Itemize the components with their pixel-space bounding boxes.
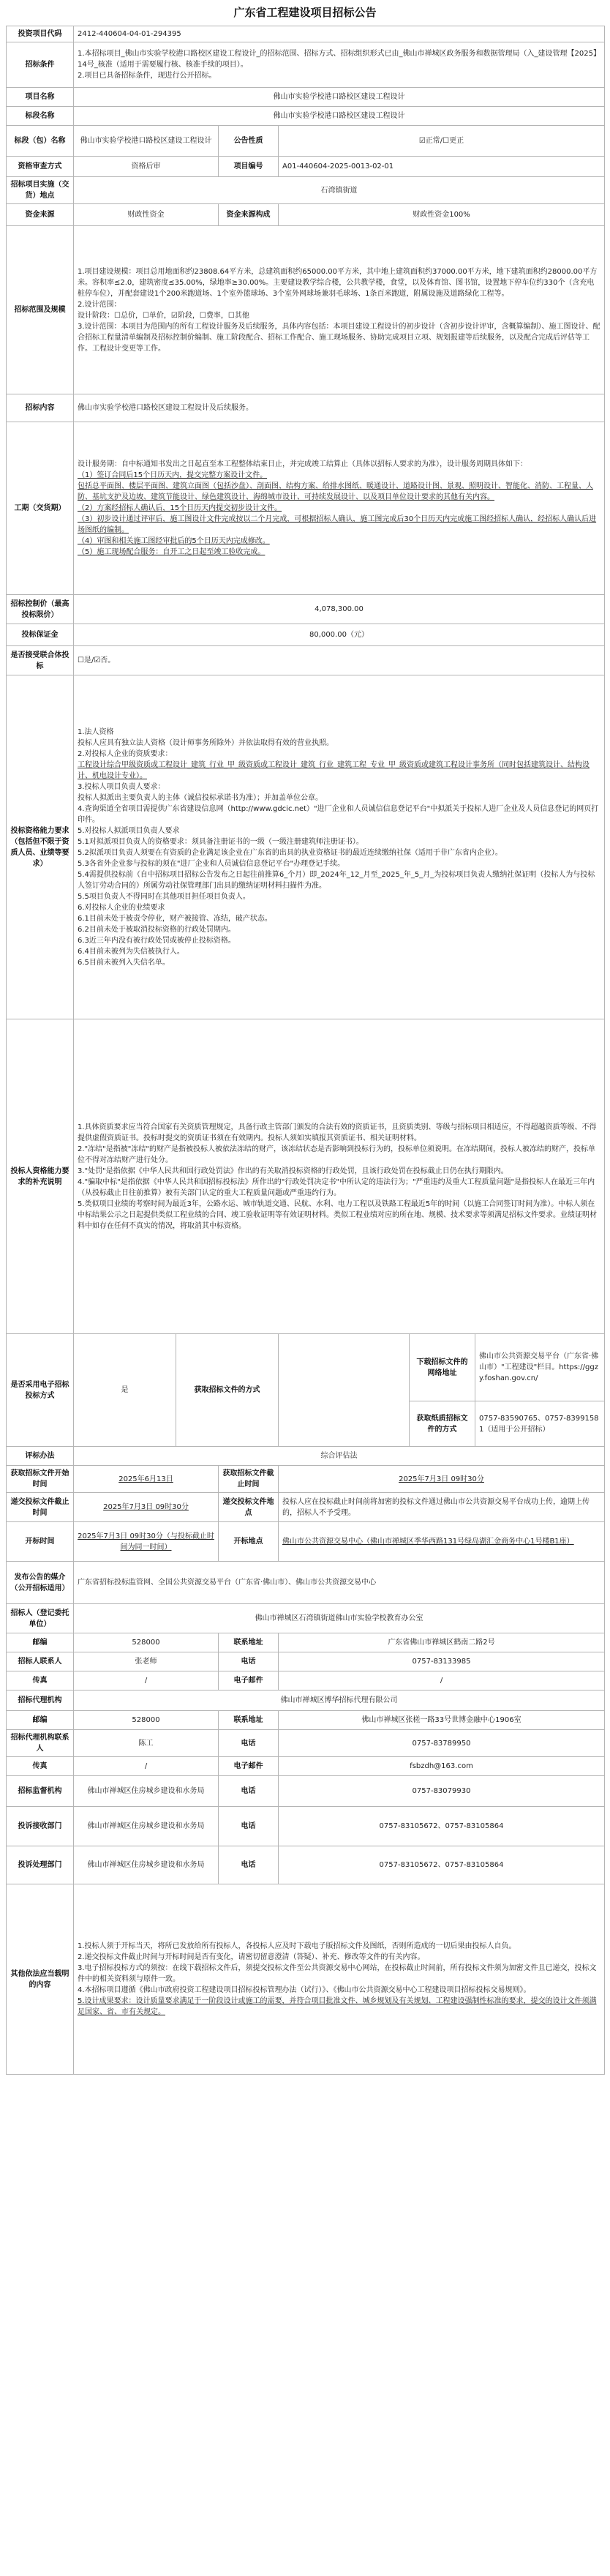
electronic-label: 是否采用电子招标投标方式	[7, 1334, 74, 1447]
evaluation-label: 评标办法	[7, 1447, 74, 1466]
tenderer-mail-label: 电子邮件	[219, 1671, 279, 1690]
media-value: 广东省招标投标监管网、全国公共资源交易平台（广东省·佛山市）、佛山市公共资源交易中心	[74, 1562, 605, 1604]
row-section-code	[7, 126, 605, 157]
tenderer-value: 佛山市禅城区石湾镇街道佛山市实验学校教育办公室	[74, 1604, 605, 1633]
qualification-line: 6.4目前未被列为失信被执行人。	[78, 947, 184, 956]
complaint-tel-value: 0757-83105672、0757-83105864	[279, 1807, 605, 1846]
notice-type-value: ☑正常/☐更正	[279, 126, 605, 157]
submit-place-label: 递交投标文件地点	[219, 1493, 279, 1522]
row-evaluation	[7, 1447, 605, 1466]
conditions-value	[74, 42, 605, 88]
project-code-value: 2412-440604-04-01-294395	[74, 26, 605, 42]
qualification-line: 5.2拟派项目负责人须要在有资质的企业满足该企业在广东省的出具的执业资格证书的最近连续缴纳社保（适用于非广东省内企业）。	[78, 848, 502, 857]
row-period	[7, 422, 605, 595]
ceiling-value: 4,078,300.00	[74, 595, 605, 624]
complaint-tel-label: 电话	[219, 1807, 279, 1846]
funds-struct-label: 资金来源构成	[219, 204, 279, 226]
credit-line: 5.类似项目业绩的考察时间为最近3年，公路水运、城市轨道交通、民航、水利、电力工程以及铁路工程最近5年的时间（以施工合同签订时间为准）。中标人须在中标结果公示之日起提供类似工程业绩的合同、竣工验收证明等有效证明材料。类似工程业绩对应的所在地、规模、技术要求等须满足招标文件要求。业绩证明材料中如存在任何不真实的情况，将取消其中标资格。	[78, 1199, 597, 1230]
scope-line: 1.项目建设规模：项目总用地面积约23808.64平方米，总建筑面积约65000.00平方米，其中地上建筑面积约37000.00平方米，地下建筑面积约28000.00平方米。容积率≤2.0，建筑密度≤35.00%，绿地率≥30.00%。主要建设教学综合楼，公共教学楼，食堂，以及体育馆、图书馆，设置地下停车位约330个（含充电桩停车位），并配套建设1个200米跑道场、1个室外篮球场、3个室外网球场兼羽毛球场、1条百米跑道，附属设施及道路绿化工程等。	[78, 267, 598, 298]
tenderer-mail-value: /	[279, 1671, 605, 1690]
get-start-value: 2025年6月13日	[74, 1466, 219, 1493]
supervision-value: 佛山市禅城区住房城乡建设和水务局	[74, 1776, 219, 1807]
agent-tel-value: 0757-83789950	[279, 1730, 605, 1757]
review-label: 资格审查方式	[7, 157, 74, 177]
tenderer-label: 招标人（登记委托单位）	[7, 1604, 74, 1633]
row-agent-post	[7, 1711, 605, 1730]
open-place-value: 佛山市公共资源交易中心（佛山市禅城区季华西路131号绿岛湖汇金商务中心1号楼B1座）	[279, 1522, 605, 1562]
agent-mail-value[interactable]: fsbzdh@163.com	[279, 1757, 605, 1776]
scope-label: 招标范围及规模	[7, 226, 74, 394]
qualification-line: 6.1目前未处于被责令停业，财产被接管、冻结，破产状态。	[78, 914, 272, 923]
row-consortium	[7, 646, 605, 675]
submit-value: 2025年7月3日 09时30分	[74, 1493, 219, 1522]
row-supervision	[7, 1776, 605, 1807]
complaint-value: 佛山市禅城区住房城乡建设和水务局	[74, 1807, 219, 1846]
open-place-label: 开标地点	[219, 1522, 279, 1562]
notice-table	[6, 26, 605, 2075]
funds-label: 资金来源	[7, 204, 74, 226]
electronic-way-value	[279, 1334, 410, 1447]
bond-value: 80,000.00（元）	[74, 624, 605, 646]
credit-line: 2."冻结"是指被"冻结"的财产是指被投标人被依法冻结的财产，该冻结状态是否影响到投标行为的，投标单位须说明。在冻结期间，投标人被冻结的财产，投标单位不得对冻结财产进行处分。	[78, 1145, 595, 1164]
period-line: （1）签订合同后15个日历天内，提交完整方案设计文件。	[78, 471, 268, 479]
handle-tel-value: 0757-83105672、0757-83105864	[279, 1846, 605, 1884]
row-tenderer-post	[7, 1633, 605, 1652]
row-scope	[7, 226, 605, 394]
row-agent-fax	[7, 1757, 605, 1776]
credit-value	[74, 1019, 605, 1334]
agent-label: 招标代理机构	[7, 1690, 74, 1711]
electronic-value: 是	[74, 1334, 176, 1447]
section-name-value: 佛山市实验学校港口路校区建设工程设计	[74, 107, 605, 126]
consortium-value: ☐是/☑否。	[74, 646, 605, 675]
credit-line: 1.具体资质要求应当符合国家有关资质管理规定，具备行政主管部门颁发的合法有效的资质证书，且资质类别、等级与招标项目相适应，不得超越资质等级、不得提供虚假资质证书。投标时提交的资质证书须在有效期内。投标人须如实填报其资质证书、相关证明材料。	[78, 1123, 597, 1142]
project-code-label: 投资项目代码	[7, 26, 74, 42]
scope-line: 2.设计范围：	[78, 300, 121, 309]
qualification-line: 5.对投标人拟派项目负责人要求	[78, 826, 180, 835]
tenderer-contact-label: 招标人联系人	[7, 1652, 74, 1671]
scope-value	[74, 226, 605, 394]
row-get-doc	[7, 1466, 605, 1493]
project-name-label: 项目名称	[7, 88, 74, 107]
project-number-label: 项目编号	[219, 157, 279, 177]
qualification-value	[74, 675, 605, 1019]
section-name-label: 标段名称	[7, 107, 74, 126]
credit-line: 3."处罚"是指依据《中华人民共和国行政处罚法》作出的有关取消投标资格的行政处罚，且该行政处罚在投标截止日仍在执行期限内。	[78, 1167, 508, 1175]
qualification-line: 6.2目前未处于被取消投标资格的行政处罚期内。	[78, 925, 236, 934]
location-label: 招标项目实施（交货）地点	[7, 177, 74, 204]
tenderer-post-value: 528000	[74, 1633, 219, 1652]
media-label: 发布公告的媒介（公开招标适用）	[7, 1562, 74, 1604]
qualification-label: 投标资格能力要求（包括但不限于资质人员、业绩等要求）	[7, 675, 74, 1019]
row-location	[7, 177, 605, 204]
conditions-label: 招标条件	[7, 42, 74, 88]
ceiling-label: 招标控制价（最高投标限价）	[7, 595, 74, 624]
scope-line: 设计阶段：☐总价，☐单价，☑阶段，☐费率，☐其他	[78, 311, 249, 320]
submit-label: 递交投标文件截止时间	[7, 1493, 74, 1522]
row-handle	[7, 1846, 605, 1884]
qualification-line: 投标人应具有独立法人资格（设计师事务所除外）并依法取得有效的营业执照。	[78, 738, 334, 747]
agent-post-label: 邮编	[7, 1711, 74, 1730]
tenderer-tel-value: 0757-83133985	[279, 1652, 605, 1671]
agent-mail-label: 电子邮件	[219, 1757, 279, 1776]
credit-label: 投标人资格能力要求的补充说明	[7, 1019, 74, 1334]
agent-post-value: 528000	[74, 1711, 219, 1730]
row-ceiling	[7, 595, 605, 624]
row-credit	[7, 1019, 605, 1334]
tenderer-tel-label: 电话	[219, 1652, 279, 1671]
electronic-paper-value: 0757-83590765、0757-83991581（适用于公开招标）	[475, 1401, 605, 1447]
qualification-line: 工程设计综合甲级资质或工程设计_建筑_行业_甲_级资质或工程设计_建筑_行业_建筑工程_专业_甲_级资质或建筑工程设计事务所（同时包括建筑设计、结构设计、机电设计专业）。	[78, 760, 590, 780]
other-value	[74, 1884, 605, 2075]
scope-line: 3.设计范围：本项目为范围内的所有工程设计服务及后续服务，具体内容包括：本项目建设工程设计的初步设计（含初步设计评审，含概算编制）、施工图设计、配合招标工程量清单编制及招标控制价编制、施工阶段配合、招标工作配合、施工现场服务、协助完成项目立项、规划报建等后续服务，以及配合完成后评估等工作。工程设计变更等工作。	[78, 322, 600, 353]
agent-tel-label: 电话	[219, 1730, 279, 1757]
agent-addr-value: 佛山市禅城区张槎一路33号世博金融中心1906室	[279, 1711, 605, 1730]
get-end-label: 获取招标文件截止时间	[219, 1466, 279, 1493]
electronic-addr-label: 下载招标文件的网络地址	[410, 1334, 475, 1401]
row-conditions	[7, 42, 605, 88]
period-line: （3）初步设计通过评审后，施工图设计文件完成按以二个月完成，可根据招标人确认，施工图完成后30个日历天内完成施工图经招标人确认，经招标人确认后进场图纸的编制。	[78, 515, 597, 534]
qualification-line: 3.投标人项目负责人要求：	[78, 782, 165, 791]
other-line: 1.投标人须于开标当天，将所已发放给所有投标人，各投标人应及时下载电子版招标文件及图纸，否则所造成的一切后果由投标人自负。	[78, 1942, 516, 1950]
handle-tel-label: 电话	[219, 1846, 279, 1884]
section-code-label: 标段（包）名称	[7, 126, 74, 157]
other-line: 3.电子招标投标方式的须按：在线下载招标文件后，须提交投标文件至公共资源交易中心网站，在投标截止时间前，所有投标文件须为加密文件且已递交，投标文件中的相关资料须与原件一致。	[78, 1964, 597, 1983]
handle-label: 投诉处理部门	[7, 1846, 74, 1884]
period-line: 包括总平面图、楼层平面图、建筑立面图（包括沙盘）、剖面图、结构方案、给排水图纸、暖通设计、道路设计图、景观、照明设计、智能化、消防、工程量、人防、基坑支护及边坡、建筑节能设计、绿色建筑设计、海绵城市设计、可持续发展设计、以及项目单位设计要求的其他有关内容。	[78, 482, 593, 501]
notice-type-label: 公告性质	[219, 126, 279, 157]
row-electronic-a	[7, 1334, 605, 1401]
row-tenderer-fax	[7, 1671, 605, 1690]
tenderer-fax-label: 传真	[7, 1671, 74, 1690]
agent-addr-label: 联系地址	[219, 1711, 279, 1730]
row-submit	[7, 1493, 605, 1522]
bond-label: 投标保证金	[7, 624, 74, 646]
row-complaint	[7, 1807, 605, 1846]
row-content	[7, 394, 605, 422]
open-value: 2025年7月3日 09时30分（与投标截止时间为同一时间）	[74, 1522, 219, 1562]
tenderer-post-label: 邮编	[7, 1633, 74, 1652]
tenderer-addr-value: 广东省佛山市禅城区鹤南二路2号	[279, 1633, 605, 1652]
get-end-value: 2025年7月3日 09时30分	[279, 1466, 605, 1493]
period-value	[74, 422, 605, 595]
other-line: 4.本招标项目遵循《佛山市政府投资工程建设项目招标投标管理办法（试行）》、《佛山市公共资源交易中心工程建设项目招标投标交易规则》。	[78, 1986, 531, 1994]
row-media	[7, 1562, 605, 1604]
other-label: 其他依法应当载明的内容	[7, 1884, 74, 2075]
funds-struct-value: 财政性资金100%	[279, 204, 605, 226]
row-project-name	[7, 88, 605, 107]
qualification-line: 投标人拟派出主要负责人的主体（诚信投标承诺书为准）；并加盖单位公章。	[78, 793, 323, 802]
qualification-line: 4.查询渠道全省项目需提供广东省建设信息网（http://www.gdcic.net）"进厂企业和人员诚信信息登记平台"中拟派关于投标人进厂企业及人员信息登记的网页打印件。	[78, 804, 599, 824]
page-title: 广东省工程建设项目招标公告	[233, 6, 377, 19]
row-tenderer	[7, 1604, 605, 1633]
evaluation-value: 综合评估法	[74, 1447, 605, 1466]
credit-line: 4."骗取中标"是指依据《中华人民共和国招标投标法》所作出的"行政处罚决定书"中所认定的违法行为；"严重违约及重大工程质量问题"是指投标人在最近三年内（从投标截止日往前推算）被有关部门认定的重大工程质量问题或严重违约行为。	[78, 1177, 595, 1197]
content-value: 佛山市实验学校港口路校区建设工程设计及后续服务。	[74, 394, 605, 422]
agent-contact-value: 陈工	[74, 1730, 219, 1757]
conditions-line: 1.本招标项目_佛山市实验学校港口路校区建设工程设计_的招标范围、招标方式、招标组织形式已由_佛山市禅城区政务服务和数据管理局（入_建设管理【2025】14号_核准（适用于需要履行核、核准手续的项目）。	[78, 50, 600, 69]
agent-contact-label: 招标代理机构联系人	[7, 1730, 74, 1757]
qualification-line: 5.1对拟派项目负责人的资格要求：须具备注册证书的一级（一级注册建筑师注册证书）。	[78, 837, 364, 846]
other-line: 2.递交投标文件截止时间与开标时间是否有变化，请密切留意澄清（答疑）、补充、修改等文件的有关内容。	[78, 1953, 425, 1961]
period-line: （4）审图和相关施工图经审批后的5个日历天内完成修改。	[78, 537, 270, 545]
period-label: 工期（交货期）	[7, 422, 74, 595]
conditions-line: 2.项目已具备招标条件，现进行公开招标。	[78, 72, 216, 80]
period-line: （2）方案经招标人确认后，15个日历天内提交初步设计文件。	[78, 504, 282, 512]
electronic-paper-label: 获取纸质招标文件的方式	[410, 1401, 475, 1447]
review-value: 资格后审	[74, 157, 219, 177]
tenderer-fax-value: /	[74, 1671, 219, 1690]
location-value: 石湾镇街道	[74, 177, 605, 204]
row-agent-contact	[7, 1730, 605, 1757]
row-open	[7, 1522, 605, 1562]
submit-place-value: 投标人应在投标截止时间前将加密的投标文件通过佛山市公共资源交易平台成功上传，逾期上传的，招标人不予受理。	[279, 1493, 605, 1522]
row-section-name	[7, 107, 605, 126]
period-line: 设计服务期：自中标通知书发出之日起直至本工程整体结束日止，并完成竣工结算止（具体以招标人要求的为准），设计服务周期具体如下：	[78, 460, 527, 468]
row-project-code	[7, 26, 605, 42]
qualification-line: 5.3各省外企业参与投标的须在"进厂企业和人员诚信信息登记平台"办理登记手续。	[78, 859, 345, 868]
qualification-line: 5.5项目负责人不得同时在其他项目担任项目负责人。	[78, 892, 250, 901]
row-qualification	[7, 675, 605, 1019]
open-label: 开标时间	[7, 1522, 74, 1562]
supervision-tel-label: 电话	[219, 1776, 279, 1807]
qualification-line: 6.对投标人企业的业绩要求	[78, 903, 165, 912]
qualification-line: 6.5目前未被列入失信名单。	[78, 958, 170, 967]
agent-fax-label: 传真	[7, 1757, 74, 1776]
tenderer-contact-value: 张老师	[74, 1652, 219, 1671]
qualification-line: 2.对投标人企业的资质要求：	[78, 749, 173, 758]
other-line: 5.设计成果要求：设计质量要求满足于一阶段设计或施工的需要，并符合项目批准文件、城乡规划及有关规划、工程建设强制性标准的要求，提交的设计文件须满足国家、省、市有关规定。	[78, 1997, 597, 2016]
qualification-line: 1.法人资格	[78, 727, 114, 736]
project-name-value: 佛山市实验学校港口路校区建设工程设计	[74, 88, 605, 107]
funds-value: 财政性资金	[74, 204, 219, 226]
row-agent	[7, 1690, 605, 1711]
handle-value: 佛山市禅城区住房城乡建设和水务局	[74, 1846, 219, 1884]
row-funds	[7, 204, 605, 226]
supervision-label: 招标监督机构	[7, 1776, 74, 1807]
qualification-line: 6.3近三年内没有被行政处罚或被停止投标资格。	[78, 936, 236, 945]
qualification-line: 5.4需提供投标前（自中招标项目招标公告发布之日起往前推算6_个月）即_2024年_12_月至_2025_年_5_月_为投标项目负责人缴纳社保证明（投标人为与投标人签订劳动合同的）所属劳动社保管理部门出具的缴纳证明材料扫描件为准。	[78, 870, 595, 890]
row-review	[7, 157, 605, 177]
row-bond	[7, 624, 605, 646]
period-line: （5）施工现场配合服务：自开工之日起至竣工验收完成。	[78, 548, 266, 556]
content-label: 招标内容	[7, 394, 74, 422]
consortium-label: 是否接受联合体投标	[7, 646, 74, 675]
supervision-tel-value: 0757-83079930	[279, 1776, 605, 1807]
agent-fax-value: /	[74, 1757, 219, 1776]
complaint-label: 投诉接收部门	[7, 1807, 74, 1846]
get-start-label: 获取招标文件开始时间	[7, 1466, 74, 1493]
agent-value: 佛山市禅城区博华招标代理有限公司	[74, 1690, 605, 1711]
row-other	[7, 1884, 605, 2075]
row-tenderer-contact	[7, 1652, 605, 1671]
electronic-addr-value[interactable]: 佛山市公共资源交易平台（广东省·佛山市）"工程建设"栏目。https://ggzy.foshan.gov.cn/	[475, 1334, 605, 1401]
project-number-value: A01-440604-2025-0013-02-01	[279, 157, 605, 177]
electronic-way-label: 获取招标文件的方式	[176, 1334, 279, 1447]
section-code-value: 佛山市实验学校港口路校区建设工程设计	[74, 126, 219, 157]
tenderer-addr-label: 联系地址	[219, 1633, 279, 1652]
notice-page	[6, 0, 604, 2075]
